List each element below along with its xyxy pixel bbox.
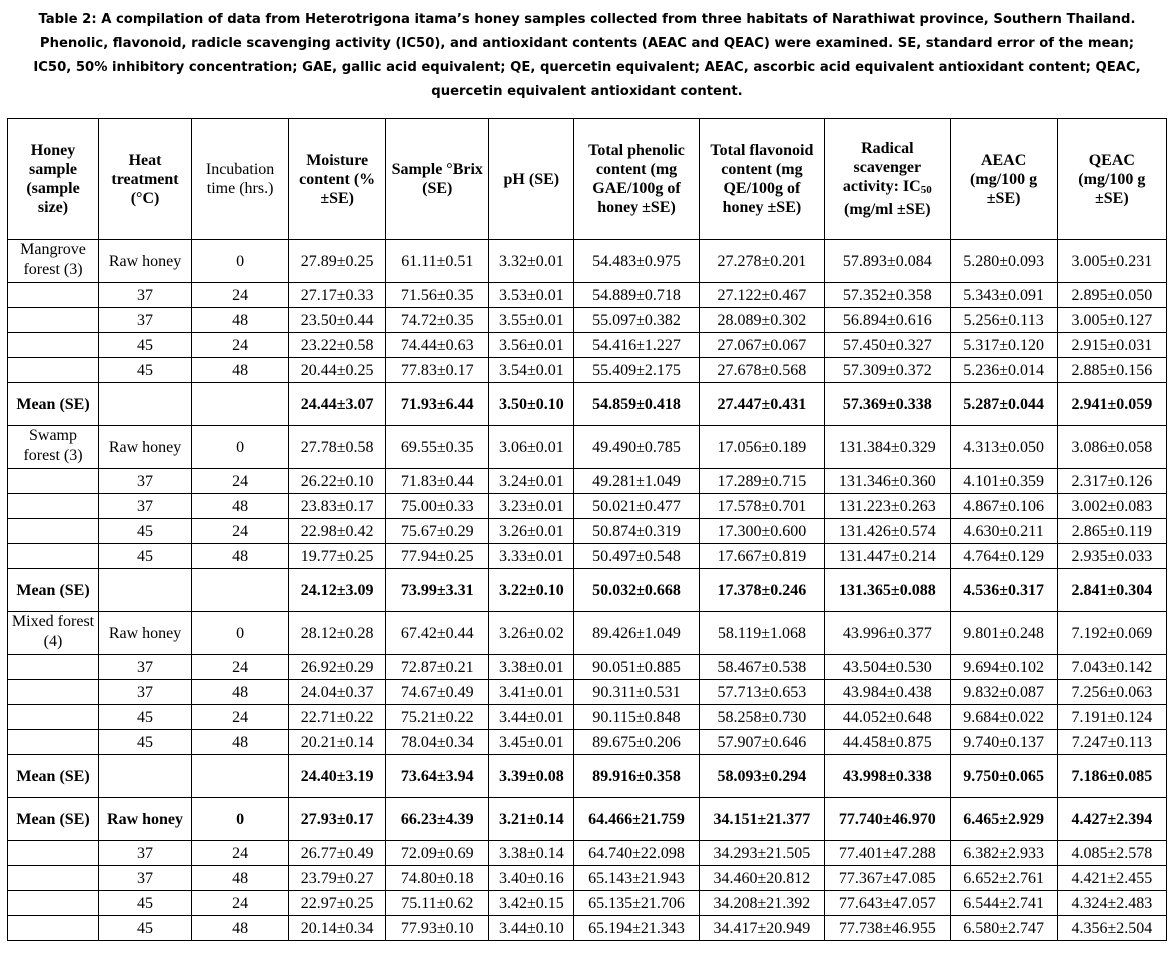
overall-row xyxy=(8,798,1167,841)
cell-phenolic: 90.051±0.885 xyxy=(574,655,699,680)
sample-label-empty xyxy=(8,494,99,519)
cell-phenolic: 50.874±0.319 xyxy=(574,519,699,544)
cell-flavonoid: 27.067±0.067 xyxy=(699,333,824,358)
table-row xyxy=(8,358,1167,383)
overall-row xyxy=(8,866,1167,891)
table-row xyxy=(8,519,1167,544)
cell-heat: 37 xyxy=(99,308,192,333)
sample-label-empty xyxy=(8,283,99,308)
table-row xyxy=(8,730,1167,755)
cell-aeac: 4.764±0.129 xyxy=(950,544,1057,569)
cell-aeac: 6.544±2.741 xyxy=(950,891,1057,916)
cell-flavonoid: 58.258±0.730 xyxy=(699,705,824,730)
cell-qeac: 7.247±0.113 xyxy=(1057,730,1166,755)
cell-phenolic: 55.409±2.175 xyxy=(574,358,699,383)
overall-label-empty xyxy=(8,841,99,866)
cell-heat: Raw honey xyxy=(99,612,192,655)
cell-aeac: 5.343±0.091 xyxy=(950,283,1057,308)
header-sample: Honey sample (sample size) xyxy=(8,119,99,240)
header-flavonoid: Total flavonoid content (mg QE/100g of honey ±SE) xyxy=(699,119,824,240)
cell-qeac: 2.935±0.033 xyxy=(1057,544,1166,569)
cell-heat: 45 xyxy=(99,891,192,916)
cell-radical: 57.893±0.084 xyxy=(825,240,950,283)
cell-brix: 67.42±0.44 xyxy=(386,612,489,655)
sample-label-empty xyxy=(8,519,99,544)
cell-incubation: 24 xyxy=(192,655,289,680)
cell-radical: 77.367±47.085 xyxy=(825,866,950,891)
mean-heat xyxy=(99,755,192,798)
cell-incubation: 48 xyxy=(192,544,289,569)
overall-label-empty xyxy=(8,916,99,941)
mean-qeac: 2.941±0.059 xyxy=(1057,383,1166,426)
cell-phenolic: 64.466±21.759 xyxy=(574,798,699,841)
cell-ph: 3.56±0.01 xyxy=(489,333,574,358)
cell-incubation: 24 xyxy=(192,519,289,544)
cell-heat: Raw honey xyxy=(99,798,192,841)
mean-brix: 73.64±3.94 xyxy=(386,755,489,798)
cell-heat: 45 xyxy=(99,705,192,730)
cell-phenolic: 90.311±0.531 xyxy=(574,680,699,705)
mean-row xyxy=(8,383,1167,426)
cell-moisture: 26.92±0.29 xyxy=(289,655,386,680)
table-row xyxy=(8,308,1167,333)
cell-moisture: 19.77±0.25 xyxy=(289,544,386,569)
cell-brix: 74.72±0.35 xyxy=(386,308,489,333)
cell-heat: 37 xyxy=(99,866,192,891)
header-moisture: Moisture content (%±SE) xyxy=(289,119,386,240)
mean-heat xyxy=(99,383,192,426)
cell-ph: 3.55±0.01 xyxy=(489,308,574,333)
cell-brix: 75.00±0.33 xyxy=(386,494,489,519)
header-radical-main: Radical scavenger activity: IC xyxy=(842,140,922,195)
cell-qeac: 3.005±0.127 xyxy=(1057,308,1166,333)
cell-radical: 57.352±0.358 xyxy=(825,283,950,308)
cell-heat: 45 xyxy=(99,333,192,358)
cell-aeac: 5.280±0.093 xyxy=(950,240,1057,283)
cell-heat: 45 xyxy=(99,916,192,941)
header-qeac: QEAC (mg/100 g ±SE) xyxy=(1057,119,1166,240)
mean-incubation xyxy=(192,383,289,426)
cell-aeac: 5.236±0.014 xyxy=(950,358,1057,383)
cell-radical: 77.643±47.057 xyxy=(825,891,950,916)
cell-phenolic: 55.097±0.382 xyxy=(574,308,699,333)
cell-moisture: 27.78±0.58 xyxy=(289,426,386,469)
mean-moisture: 24.40±3.19 xyxy=(289,755,386,798)
cell-radical: 77.738±46.955 xyxy=(825,916,950,941)
cell-aeac: 6.580±2.747 xyxy=(950,916,1057,941)
cell-moisture: 23.22±0.58 xyxy=(289,333,386,358)
cell-ph: 3.23±0.01 xyxy=(489,494,574,519)
cell-brix: 77.93±0.10 xyxy=(386,916,489,941)
overall-label: Mean (SE) xyxy=(8,798,99,841)
cell-heat: 37 xyxy=(99,841,192,866)
cell-incubation: 0 xyxy=(192,798,289,841)
cell-incubation: 48 xyxy=(192,494,289,519)
cell-phenolic: 54.483±0.975 xyxy=(574,240,699,283)
sample-label-empty xyxy=(8,358,99,383)
mean-label: Mean (SE) xyxy=(8,383,99,426)
cell-flavonoid: 34.417±20.949 xyxy=(699,916,824,941)
cell-incubation: 48 xyxy=(192,680,289,705)
header-incubation: Incubation time (hrs.) xyxy=(192,119,289,240)
sample-label-empty xyxy=(8,705,99,730)
cell-radical: 44.458±0.875 xyxy=(825,730,950,755)
sample-label-empty xyxy=(8,544,99,569)
sample-label-empty xyxy=(8,469,99,494)
overall-row xyxy=(8,841,1167,866)
cell-incubation: 24 xyxy=(192,469,289,494)
cell-radical: 131.447±0.214 xyxy=(825,544,950,569)
cell-qeac: 3.086±0.058 xyxy=(1057,426,1166,469)
cell-flavonoid: 57.907±0.646 xyxy=(699,730,824,755)
cell-flavonoid: 17.667±0.819 xyxy=(699,544,824,569)
cell-moisture: 20.14±0.34 xyxy=(289,916,386,941)
cell-radical: 44.052±0.648 xyxy=(825,705,950,730)
cell-heat: 37 xyxy=(99,494,192,519)
cell-ph: 3.33±0.01 xyxy=(489,544,574,569)
cell-qeac: 2.317±0.126 xyxy=(1057,469,1166,494)
cell-qeac: 7.192±0.069 xyxy=(1057,612,1166,655)
cell-brix: 74.80±0.18 xyxy=(386,866,489,891)
cell-flavonoid: 27.122±0.467 xyxy=(699,283,824,308)
mean-row xyxy=(8,569,1167,612)
cell-radical: 57.309±0.372 xyxy=(825,358,950,383)
mean-ph: 3.50±0.10 xyxy=(489,383,574,426)
cell-phenolic: 90.115±0.848 xyxy=(574,705,699,730)
cell-incubation: 24 xyxy=(192,841,289,866)
cell-aeac: 4.867±0.106 xyxy=(950,494,1057,519)
cell-moisture: 23.79±0.27 xyxy=(289,866,386,891)
cell-aeac: 5.256±0.113 xyxy=(950,308,1057,333)
cell-brix: 74.44±0.63 xyxy=(386,333,489,358)
mean-ph: 3.39±0.08 xyxy=(489,755,574,798)
cell-ph: 3.54±0.01 xyxy=(489,358,574,383)
cell-moisture: 22.71±0.22 xyxy=(289,705,386,730)
cell-qeac: 4.421±2.455 xyxy=(1057,866,1166,891)
cell-phenolic: 54.416±1.227 xyxy=(574,333,699,358)
cell-incubation: 0 xyxy=(192,612,289,655)
overall-label-empty xyxy=(8,891,99,916)
table-row xyxy=(8,426,1167,469)
cell-brix: 74.67±0.49 xyxy=(386,680,489,705)
sample-label-empty xyxy=(8,680,99,705)
cell-ph: 3.06±0.01 xyxy=(489,426,574,469)
cell-brix: 77.94±0.25 xyxy=(386,544,489,569)
cell-flavonoid: 58.467±0.538 xyxy=(699,655,824,680)
cell-heat: 37 xyxy=(99,655,192,680)
cell-incubation: 24 xyxy=(192,891,289,916)
cell-ph: 3.45±0.01 xyxy=(489,730,574,755)
cell-qeac: 2.895±0.050 xyxy=(1057,283,1166,308)
cell-radical: 131.346±0.360 xyxy=(825,469,950,494)
cell-qeac: 7.191±0.124 xyxy=(1057,705,1166,730)
cell-brix: 66.23±4.39 xyxy=(386,798,489,841)
cell-brix: 61.11±0.51 xyxy=(386,240,489,283)
cell-moisture: 23.83±0.17 xyxy=(289,494,386,519)
cell-ph: 3.44±0.10 xyxy=(489,916,574,941)
overall-row xyxy=(8,891,1167,916)
cell-flavonoid: 34.460±20.812 xyxy=(699,866,824,891)
mean-heat xyxy=(99,569,192,612)
cell-qeac: 2.865±0.119 xyxy=(1057,519,1166,544)
overall-label-empty xyxy=(8,866,99,891)
header-radical xyxy=(825,119,950,240)
sample-label: Mixed forest (4) xyxy=(8,612,99,655)
cell-moisture: 23.50±0.44 xyxy=(289,308,386,333)
cell-radical: 43.996±0.377 xyxy=(825,612,950,655)
cell-brix: 69.55±0.35 xyxy=(386,426,489,469)
cell-brix: 72.87±0.21 xyxy=(386,655,489,680)
cell-moisture: 27.17±0.33 xyxy=(289,283,386,308)
cell-flavonoid: 58.119±1.068 xyxy=(699,612,824,655)
cell-incubation: 48 xyxy=(192,916,289,941)
cell-brix: 71.83±0.44 xyxy=(386,469,489,494)
cell-aeac: 5.317±0.120 xyxy=(950,333,1057,358)
cell-incubation: 0 xyxy=(192,240,289,283)
cell-phenolic: 89.426±1.049 xyxy=(574,612,699,655)
cell-brix: 78.04±0.34 xyxy=(386,730,489,755)
cell-radical: 57.450±0.327 xyxy=(825,333,950,358)
cell-moisture: 27.89±0.25 xyxy=(289,240,386,283)
cell-heat: Raw honey xyxy=(99,426,192,469)
header-aeac: AEAC (mg/100 g ±SE) xyxy=(950,119,1057,240)
cell-aeac: 6.465±2.929 xyxy=(950,798,1057,841)
table-row xyxy=(8,469,1167,494)
cell-moisture: 22.98±0.42 xyxy=(289,519,386,544)
table-row xyxy=(8,544,1167,569)
cell-incubation: 48 xyxy=(192,358,289,383)
cell-radical: 56.894±0.616 xyxy=(825,308,950,333)
mean-phenolic: 50.032±0.668 xyxy=(574,569,699,612)
cell-brix: 75.67±0.29 xyxy=(386,519,489,544)
table-body xyxy=(8,240,1167,941)
cell-brix: 71.56±0.35 xyxy=(386,283,489,308)
table-row xyxy=(8,680,1167,705)
cell-ph: 3.21±0.14 xyxy=(489,798,574,841)
cell-moisture: 20.21±0.14 xyxy=(289,730,386,755)
cell-incubation: 48 xyxy=(192,730,289,755)
cell-ph: 3.24±0.01 xyxy=(489,469,574,494)
cell-qeac: 4.427±2.394 xyxy=(1057,798,1166,841)
cell-flavonoid: 17.578±0.701 xyxy=(699,494,824,519)
cell-radical: 43.984±0.438 xyxy=(825,680,950,705)
header-row xyxy=(8,119,1167,240)
cell-ph: 3.26±0.02 xyxy=(489,612,574,655)
cell-flavonoid: 34.151±21.377 xyxy=(699,798,824,841)
cell-ph: 3.38±0.14 xyxy=(489,841,574,866)
cell-qeac: 7.043±0.142 xyxy=(1057,655,1166,680)
cell-phenolic: 49.490±0.785 xyxy=(574,426,699,469)
cell-flavonoid: 17.289±0.715 xyxy=(699,469,824,494)
cell-phenolic: 50.497±0.548 xyxy=(574,544,699,569)
cell-aeac: 6.382±2.933 xyxy=(950,841,1057,866)
overall-row xyxy=(8,916,1167,941)
cell-qeac: 3.005±0.231 xyxy=(1057,240,1166,283)
cell-moisture: 26.77±0.49 xyxy=(289,841,386,866)
table-caption: Table 2: A compilation of data from Heterotrigona itama’s honey samples collected from three habitats of Narathiwat province, Southern Thailand. Phenolic, flavonoid, radicle scavenging activity (IC50), and antioxidant contents (AEAC and QEAC) were examined. SE, standard error of the mean; IC50, 50% inhibitory concentration; GAE, gallic acid equivalent; QE, quercetin equivalent; AEAC, ascorbic acid equivalent antioxidant content; QEAC, quercetin equivalent antioxidant content. xyxy=(33,12,1141,99)
cell-qeac: 7.256±0.063 xyxy=(1057,680,1166,705)
mean-brix: 71.93±6.44 xyxy=(386,383,489,426)
cell-radical: 131.384±0.329 xyxy=(825,426,950,469)
cell-flavonoid: 17.056±0.189 xyxy=(699,426,824,469)
cell-phenolic: 54.889±0.718 xyxy=(574,283,699,308)
cell-ph: 3.26±0.01 xyxy=(489,519,574,544)
cell-aeac: 9.684±0.022 xyxy=(950,705,1057,730)
cell-flavonoid: 28.089±0.302 xyxy=(699,308,824,333)
cell-phenolic: 65.135±21.706 xyxy=(574,891,699,916)
mean-radical: 43.998±0.338 xyxy=(825,755,950,798)
mean-flavonoid: 17.378±0.246 xyxy=(699,569,824,612)
cell-aeac: 4.630±0.211 xyxy=(950,519,1057,544)
cell-moisture: 28.12±0.28 xyxy=(289,612,386,655)
mean-qeac: 7.186±0.085 xyxy=(1057,755,1166,798)
cell-brix: 72.09±0.69 xyxy=(386,841,489,866)
cell-flavonoid: 27.678±0.568 xyxy=(699,358,824,383)
table-row xyxy=(8,240,1167,283)
cell-aeac: 6.652±2.761 xyxy=(950,866,1057,891)
mean-brix: 73.99±3.31 xyxy=(386,569,489,612)
header-radical-unit: (mg/ml ±SE) xyxy=(844,201,931,218)
cell-incubation: 0 xyxy=(192,426,289,469)
mean-aeac: 9.750±0.065 xyxy=(950,755,1057,798)
cell-incubation: 48 xyxy=(192,308,289,333)
cell-heat: 37 xyxy=(99,469,192,494)
cell-phenolic: 49.281±1.049 xyxy=(574,469,699,494)
cell-ph: 3.32±0.01 xyxy=(489,240,574,283)
cell-phenolic: 89.675±0.206 xyxy=(574,730,699,755)
table-row xyxy=(8,283,1167,308)
header-ph: pH (SE) xyxy=(489,119,574,240)
cell-aeac: 9.832±0.087 xyxy=(950,680,1057,705)
header-radical-sub: 50 xyxy=(920,184,932,196)
cell-ph: 3.44±0.01 xyxy=(489,705,574,730)
cell-heat: 45 xyxy=(99,358,192,383)
cell-brix: 75.11±0.62 xyxy=(386,891,489,916)
mean-incubation xyxy=(192,755,289,798)
cell-brix: 75.21±0.22 xyxy=(386,705,489,730)
table-row xyxy=(8,612,1167,655)
mean-ph: 3.22±0.10 xyxy=(489,569,574,612)
sample-label-empty xyxy=(8,730,99,755)
header-brix: Sample °Brix (SE) xyxy=(386,119,489,240)
cell-moisture: 22.97±0.25 xyxy=(289,891,386,916)
cell-heat: 45 xyxy=(99,519,192,544)
cell-incubation: 24 xyxy=(192,283,289,308)
cell-aeac: 4.101±0.359 xyxy=(950,469,1057,494)
cell-incubation: 24 xyxy=(192,705,289,730)
mean-radical: 57.369±0.338 xyxy=(825,383,950,426)
cell-qeac: 2.915±0.031 xyxy=(1057,333,1166,358)
sample-label-empty xyxy=(8,308,99,333)
cell-moisture: 24.04±0.37 xyxy=(289,680,386,705)
cell-moisture: 26.22±0.10 xyxy=(289,469,386,494)
cell-radical: 77.401±47.288 xyxy=(825,841,950,866)
sample-label: Swamp forest (3) xyxy=(8,426,99,469)
mean-aeac: 4.536±0.317 xyxy=(950,569,1057,612)
cell-radical: 43.504±0.530 xyxy=(825,655,950,680)
cell-heat: 45 xyxy=(99,544,192,569)
table-row xyxy=(8,705,1167,730)
cell-aeac: 4.313±0.050 xyxy=(950,426,1057,469)
sample-label-empty xyxy=(8,333,99,358)
cell-qeac: 4.356±2.504 xyxy=(1057,916,1166,941)
cell-radical: 131.223±0.263 xyxy=(825,494,950,519)
mean-label: Mean (SE) xyxy=(8,569,99,612)
cell-flavonoid: 17.300±0.600 xyxy=(699,519,824,544)
cell-heat: 37 xyxy=(99,283,192,308)
cell-qeac: 4.085±2.578 xyxy=(1057,841,1166,866)
mean-label: Mean (SE) xyxy=(8,755,99,798)
cell-heat: 37 xyxy=(99,680,192,705)
cell-ph: 3.41±0.01 xyxy=(489,680,574,705)
cell-moisture: 27.93±0.17 xyxy=(289,798,386,841)
sample-label-empty xyxy=(8,655,99,680)
header-phenolic: Total phenolic content (mg GAE/100g of honey ±SE) xyxy=(574,119,699,240)
mean-incubation xyxy=(192,569,289,612)
cell-aeac: 9.740±0.137 xyxy=(950,730,1057,755)
cell-ph: 3.38±0.01 xyxy=(489,655,574,680)
cell-ph: 3.40±0.16 xyxy=(489,866,574,891)
cell-qeac: 4.324±2.483 xyxy=(1057,891,1166,916)
cell-phenolic: 65.143±21.943 xyxy=(574,866,699,891)
cell-phenolic: 50.021±0.477 xyxy=(574,494,699,519)
mean-moisture: 24.44±3.07 xyxy=(289,383,386,426)
cell-heat: Raw honey xyxy=(99,240,192,283)
cell-brix: 77.83±0.17 xyxy=(386,358,489,383)
mean-qeac: 2.841±0.304 xyxy=(1057,569,1166,612)
cell-qeac: 3.002±0.083 xyxy=(1057,494,1166,519)
cell-ph: 3.53±0.01 xyxy=(489,283,574,308)
cell-aeac: 9.694±0.102 xyxy=(950,655,1057,680)
cell-incubation: 48 xyxy=(192,866,289,891)
mean-flavonoid: 27.447±0.431 xyxy=(699,383,824,426)
cell-ph: 3.42±0.15 xyxy=(489,891,574,916)
mean-phenolic: 54.859±0.418 xyxy=(574,383,699,426)
cell-radical: 131.426±0.574 xyxy=(825,519,950,544)
mean-phenolic: 89.916±0.358 xyxy=(574,755,699,798)
mean-aeac: 5.287±0.044 xyxy=(950,383,1057,426)
cell-incubation: 24 xyxy=(192,333,289,358)
table-row xyxy=(8,494,1167,519)
cell-radical: 77.740±46.970 xyxy=(825,798,950,841)
cell-phenolic: 64.740±22.098 xyxy=(574,841,699,866)
cell-flavonoid: 57.713±0.653 xyxy=(699,680,824,705)
header-heat: Heat treatment (°C) xyxy=(99,119,192,240)
mean-radical: 131.365±0.088 xyxy=(825,569,950,612)
cell-flavonoid: 34.208±21.392 xyxy=(699,891,824,916)
mean-row xyxy=(8,755,1167,798)
table-row xyxy=(8,333,1167,358)
mean-moisture: 24.12±3.09 xyxy=(289,569,386,612)
cell-heat: 45 xyxy=(99,730,192,755)
cell-flavonoid: 27.278±0.201 xyxy=(699,240,824,283)
sample-label: Mangrove forest (3) xyxy=(8,240,99,283)
cell-flavonoid: 34.293±21.505 xyxy=(699,841,824,866)
mean-flavonoid: 58.093±0.294 xyxy=(699,755,824,798)
cell-qeac: 2.885±0.156 xyxy=(1057,358,1166,383)
table-row xyxy=(8,655,1167,680)
cell-aeac: 9.801±0.248 xyxy=(950,612,1057,655)
honey-data-table xyxy=(7,118,1167,941)
cell-moisture: 20.44±0.25 xyxy=(289,358,386,383)
cell-phenolic: 65.194±21.343 xyxy=(574,916,699,941)
